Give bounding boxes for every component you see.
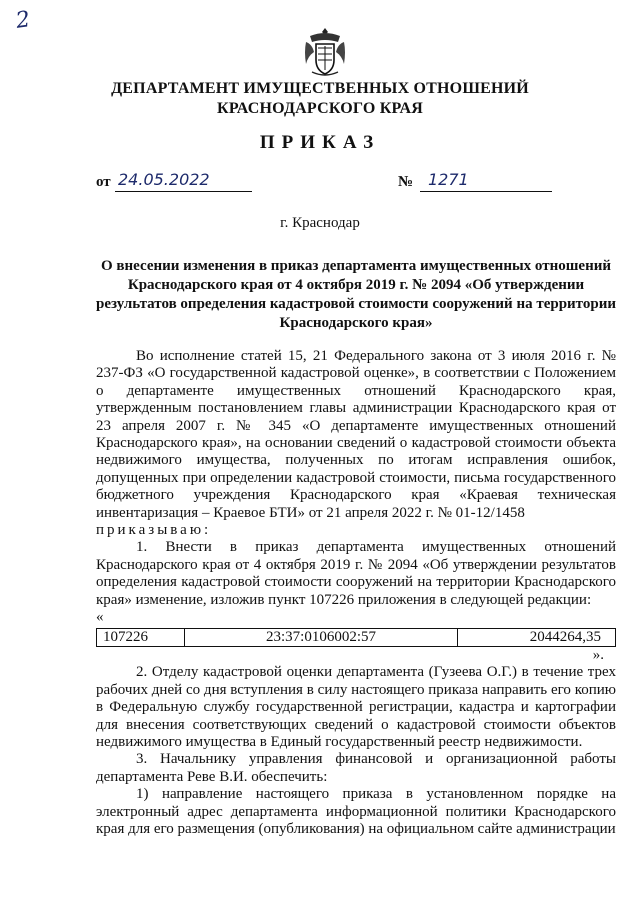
document-type-title: ПРИКАЗ bbox=[259, 132, 381, 153]
department-name-line2: КРАСНОДАРСКОГО КРАЯ bbox=[217, 100, 423, 117]
number-field bbox=[398, 174, 413, 191]
department-name-line1: ДЕПАРТАМЕНТ ИМУЩЕСТВЕННЫХ ОТНОШЕНИЙ bbox=[111, 80, 529, 97]
cadastral-value-table bbox=[96, 628, 616, 647]
coat-of-arms-emblem bbox=[302, 24, 348, 78]
item-1-paragraph: 1. Внести в приказ департамента имущественных отношений Краснодарского края от 4 октября 2019 г. № 2094 «Об утверждении результатов определения кадастровой стоимости сооружений на территории Краснодарского края» изменение, изложив пункт 107226 приложения в следующей редакции: bbox=[96, 539, 616, 608]
item-3-1-paragraph: 1) направление настоящего приказа в установленном порядке на электронный адрес департамента информационной политики Краснодарского края для его размещения (опубликования) на официальном сайте администрации bbox=[96, 786, 616, 837]
order-body bbox=[96, 348, 616, 838]
number-value-handwritten: 1271 bbox=[428, 170, 469, 189]
number-label: № bbox=[398, 174, 414, 190]
date-label: от bbox=[96, 174, 111, 190]
table-row bbox=[97, 628, 616, 646]
item-3-paragraph: 3. Начальнику управления финансовой и организационной работы департамента Реве В.И. обеспечить: bbox=[96, 751, 616, 785]
cadastral-number-cell: 23:37:0106002:57 bbox=[185, 628, 458, 646]
date-field bbox=[96, 174, 111, 191]
item-2-paragraph: 2. Отделу кадастровой оценки департамента (Гузеева О.Г.) в течение трех рабочих дней со дня вступления в силу настоящего приказа направить его копию в Федеральную службу государственной регистрации, кадастра и картографии для внесения соответствующих сведений о кадастровой стоимости объектов недвижимого имущества в Единый государственный реестр недвижимости. bbox=[96, 664, 616, 750]
number-underline bbox=[420, 191, 552, 192]
order-subject: О внесении изменения в приказ департамента имущественных отношений Краснодарского края от 4 октября 2019 г. № 2094 «Об утверждении результатов определения кадастровой стоимости сооружений на территории Краснодарского края» bbox=[96, 258, 616, 331]
city-line: г. Краснодар bbox=[280, 215, 360, 231]
page-number-handwritten: 2 bbox=[14, 7, 32, 34]
open-quote: « bbox=[96, 609, 104, 626]
item-number-cell: 107226 bbox=[97, 628, 185, 646]
cadastral-value-cell: 2044264,35 bbox=[458, 628, 616, 646]
preamble-paragraph: Во исполнение статей 15, 21 Федерального закона от 3 июля 2016 г. № 237-ФЗ «О государственной кадастровой оценке», в соответствии с Положением о департаменте имущественных отношений Краснодарского края, утвержденным постановлением главы администрации Краснодарского края от 23 апреля 2007 г. № 345 «О департаменте имущественных отношений Краснодарского края», на основании сведений о кадастровой стоимости объекта недвижимого имущества, полученных по итогам исправления ошибок, допущенных при определении кадастровой стоимости, письма государственного бюджетного учреждения Краснодарского края «Краевая техническая инвентаризация – Краевое БТИ» от 21 апреля 2022 г. № 01-12/1458 bbox=[96, 348, 616, 521]
close-quote: ». bbox=[592, 646, 604, 663]
date-underline bbox=[115, 191, 252, 192]
date-value-handwritten: 24.05.2022 bbox=[118, 170, 210, 189]
order-word: приказываю: bbox=[96, 522, 212, 539]
